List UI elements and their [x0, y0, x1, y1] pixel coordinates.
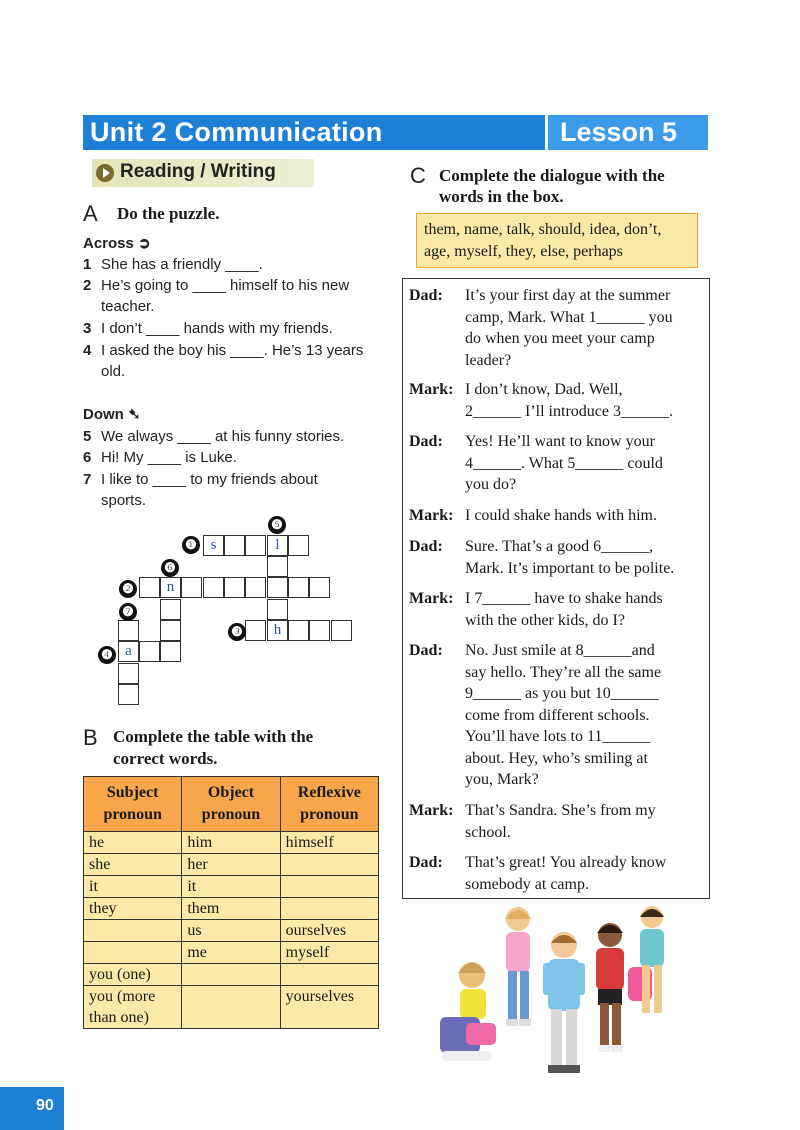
- child-standing-4: [628, 906, 664, 1013]
- column-header: Object pronoun: [182, 777, 280, 832]
- table-cell-blank[interactable]: [182, 964, 280, 986]
- child-standing-2: [543, 932, 585, 1073]
- table-cell: he: [84, 832, 182, 854]
- crossword-cell[interactable]: [245, 535, 266, 556]
- word-box-line: age, myself, they, else, perhaps: [424, 243, 623, 260]
- crossword-cell[interactable]: [309, 620, 330, 641]
- speaker: Dad:: [409, 642, 443, 659]
- table-row: [84, 876, 379, 898]
- crossword-cell[interactable]: s: [203, 535, 224, 556]
- table-cell: she: [84, 854, 182, 876]
- crossword-cell[interactable]: l: [267, 535, 288, 556]
- crossword-cell[interactable]: [288, 577, 309, 598]
- column-header: Reflexive pronoun: [280, 777, 378, 832]
- table-cell: her: [182, 854, 280, 876]
- dialogue-text: That’s great! You already know somebody at camp.: [465, 854, 667, 893]
- column-header: Subject pronoun: [84, 777, 182, 832]
- table-cell-blank[interactable]: [280, 854, 378, 876]
- child-standing-3: [596, 923, 624, 1052]
- crossword-cell[interactable]: [160, 641, 181, 662]
- crossword-cell[interactable]: [139, 641, 160, 662]
- crossword-cell[interactable]: [245, 620, 266, 641]
- table-cell-blank[interactable]: [280, 964, 378, 986]
- dialogue-text: I don’t know, Dad. Well, 2______ I’ll introduce 3______.: [465, 381, 673, 420]
- crossword-cell[interactable]: [160, 599, 181, 620]
- speaker: Mark:: [409, 802, 454, 819]
- speaker: Dad:: [409, 538, 443, 555]
- play-icon: [96, 164, 114, 182]
- skill-text: Reading / Writing: [120, 161, 276, 182]
- section-b-letter: B: [83, 725, 98, 750]
- clue-across-3: 3 I don’t ____ hands with my friends.: [83, 320, 333, 337]
- table-row: [84, 832, 379, 854]
- section-c-title-2: words in the box.: [439, 187, 564, 206]
- clue-down-5: 5 We always ____ at his funny stories.: [83, 428, 345, 445]
- table-cell: it: [84, 876, 182, 898]
- table-cell-blank[interactable]: [280, 898, 378, 920]
- puzzle-number-2: ❷: [119, 580, 137, 598]
- skill-label: [92, 159, 314, 187]
- dialogue-text: Sure. That’s a good 6______, Mark. It’s important to be polite.: [465, 538, 675, 577]
- crossword-cell[interactable]: n: [160, 577, 181, 598]
- table-cell: ourselves: [280, 920, 378, 942]
- page-number: 90: [36, 1097, 54, 1114]
- crossword-cell[interactable]: [267, 556, 288, 577]
- crossword-cell[interactable]: [309, 577, 330, 598]
- crossword-cell[interactable]: [181, 577, 202, 598]
- crossword-cell[interactable]: [224, 577, 245, 598]
- table-row: [84, 986, 379, 1029]
- child-standing-1: [505, 907, 531, 1026]
- dialogue-text: It’s your first day at the summer camp, Mark. What 1______ you do when you meet your camp leader?: [465, 287, 673, 369]
- crossword-cell[interactable]: [245, 577, 266, 598]
- table-cell: they: [84, 898, 182, 920]
- table-cell: you (one): [84, 964, 182, 986]
- table-cell: it: [182, 876, 280, 898]
- table-cell: him: [182, 832, 280, 854]
- lesson-title: Lesson 5: [560, 117, 678, 147]
- pronoun-table: [83, 776, 379, 1029]
- table-cell-blank[interactable]: [182, 986, 280, 1029]
- across-heading: Across ➲: [83, 235, 151, 252]
- crossword-cell[interactable]: [288, 620, 309, 641]
- crossword-cell[interactable]: [288, 535, 309, 556]
- speaker: Mark:: [409, 507, 454, 524]
- section-a-title: Do the puzzle.: [117, 204, 220, 223]
- speaker: Dad:: [409, 433, 443, 450]
- table-cell-blank[interactable]: [280, 876, 378, 898]
- table-row: [84, 964, 379, 986]
- table-cell: us: [182, 920, 280, 942]
- puzzle-number-3: ❸: [228, 623, 246, 641]
- clue-across-2: 2 He’s going to ____ himself to his new teacher.: [83, 277, 350, 315]
- child-sitting: [440, 962, 496, 1061]
- table-row: [84, 942, 379, 964]
- table-cell: you (more than one): [84, 986, 182, 1029]
- dialogue-text: I could shake hands with him.: [465, 507, 657, 524]
- table-row: [84, 920, 379, 942]
- dialogue-text: I 7______ have to shake hands with the other kids, do I?: [465, 590, 663, 629]
- puzzle-number-1: ❶: [182, 536, 200, 554]
- clue-down-6: 6 Hi! My ____ is Luke.: [83, 449, 237, 466]
- crossword-cell[interactable]: [118, 684, 139, 705]
- clue-across-1: 1 She has a friendly ____.: [83, 256, 263, 273]
- unit-banner: [83, 115, 705, 150]
- unit-title: Unit 2 Communication: [90, 117, 383, 147]
- clue-down-7: 7 I like to ____ to my friends about sports.: [83, 471, 318, 509]
- table-row: [84, 854, 379, 876]
- puzzle-number-5: ❺: [268, 516, 286, 534]
- table-header-row: [84, 777, 379, 832]
- section-b-title-1: Complete the table with the: [113, 727, 314, 746]
- dialogue-text: Yes! He’ll want to know your 4______. What 5______ could you do?: [465, 433, 663, 493]
- speaker: Dad:: [409, 854, 443, 871]
- speaker: Mark:: [409, 590, 454, 607]
- crossword-cell[interactable]: a: [118, 641, 139, 662]
- crossword-cell[interactable]: [331, 620, 352, 641]
- crossword-cell[interactable]: h: [267, 620, 288, 641]
- crossword-cell[interactable]: [203, 577, 224, 598]
- children-illustration: [432, 905, 672, 1085]
- table-cell: myself: [280, 942, 378, 964]
- table-cell-blank[interactable]: [84, 942, 182, 964]
- crossword-cell[interactable]: [224, 535, 245, 556]
- table-cell: me: [182, 942, 280, 964]
- down-heading: Down ➷: [83, 406, 141, 423]
- clue-across-4: 4 I asked the boy his ____. He’s 13 years old.: [83, 342, 364, 380]
- page-number-box: [0, 1087, 64, 1130]
- table-cell: yourselves: [280, 986, 378, 1029]
- word-box-line: them, name, talk, should, idea, don’t,: [424, 221, 662, 238]
- lesson-badge: [545, 115, 708, 150]
- crossword-cell[interactable]: [267, 577, 288, 598]
- section-c-letter: C: [410, 163, 426, 188]
- word-box: [416, 213, 698, 268]
- table-cell-blank[interactable]: [84, 920, 182, 942]
- table-cell: himself: [280, 832, 378, 854]
- section-a-letter: A: [83, 201, 98, 226]
- dialogue-box: [402, 278, 710, 899]
- dialogue-text: That’s Sandra. She’s from my school.: [465, 802, 656, 841]
- section-b-title-2: correct words.: [113, 749, 218, 768]
- speaker: Mark:: [409, 381, 454, 398]
- table-row: [84, 898, 379, 920]
- table-cell: them: [182, 898, 280, 920]
- crossword-cell[interactable]: [267, 599, 288, 620]
- puzzle-number-6: ❻: [161, 559, 179, 577]
- puzzle-number-4: ❹: [98, 646, 116, 664]
- speaker: Dad:: [409, 287, 443, 304]
- crossword-cell[interactable]: [118, 663, 139, 684]
- crossword-cell[interactable]: [160, 620, 181, 641]
- puzzle-number-7: ❼: [119, 603, 137, 621]
- crossword-cell[interactable]: [139, 577, 160, 598]
- dialogue-text: No. Just smile at 8______and say hello. They’re all the same 9______ as you but 10______ come from different schools. You’ll have lots to 11______ about. Hey, who’s smiling at you, Mark?: [465, 642, 662, 788]
- crossword-cell[interactable]: [118, 620, 139, 641]
- section-c-title-1: Complete the dialogue with the: [439, 166, 665, 185]
